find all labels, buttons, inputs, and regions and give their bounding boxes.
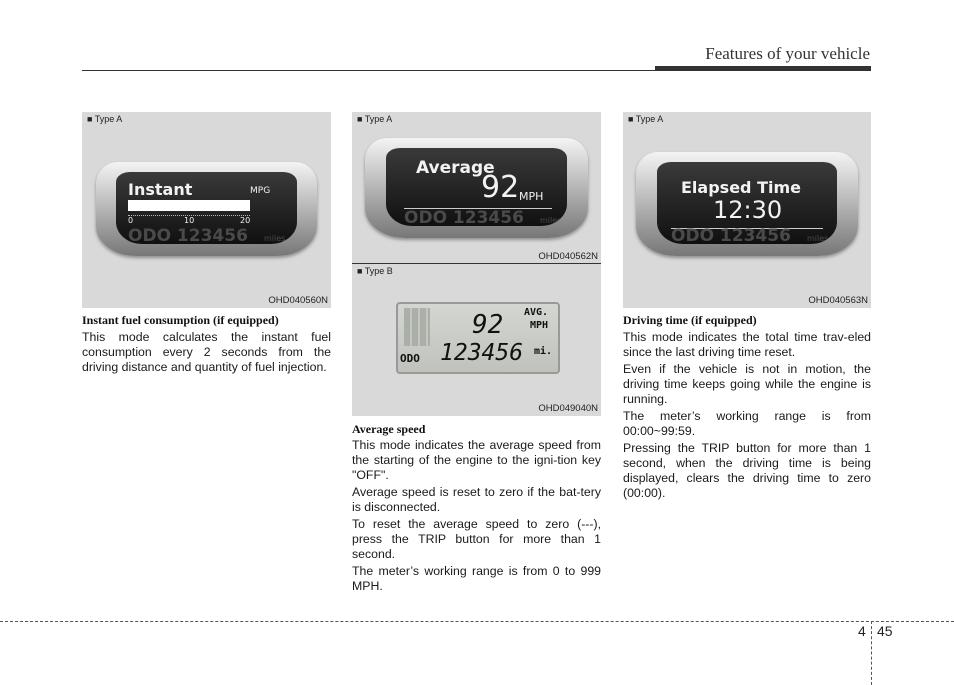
- section-number: 4: [858, 623, 866, 639]
- odometer-ghost: ODO 123456: [128, 226, 248, 244]
- speed-unit: MPH: [519, 190, 544, 203]
- body-paragraph: Pressing the TRIP button for more than 1 second, when the driving time is being displayed, clears the driving time to zero (00:00).: [623, 441, 871, 500]
- odometer-ghost: ODO 123456: [671, 226, 791, 244]
- figure-average-speed-type-a: [352, 112, 601, 263]
- body-paragraph: This mode indicates the average speed from the starting of the engine to the igni-tion key "OFF".: [352, 438, 601, 482]
- mode-title: Instant: [128, 180, 193, 199]
- figure-instant-fuel: [82, 112, 331, 308]
- body-paragraph: This mode indicates the total time trav-eled since the last driving time reset.: [623, 330, 871, 359]
- image-code: OHD040562N: [538, 251, 598, 262]
- lcd-avg-label: AVG.: [524, 307, 549, 318]
- body-paragraph: This mode calculates the instant fuel consumption every 2 seconds from the driving distance and quantity of fuel injection.: [82, 330, 331, 374]
- cluster-bezel: [96, 162, 317, 256]
- image-code: OHD040560N: [268, 295, 328, 306]
- type-label: ■ Type B: [357, 266, 393, 276]
- lcd-segment-block: [404, 308, 430, 346]
- odometer-unit-ghost: miles: [540, 216, 562, 225]
- body-paragraph: To reset the average speed to zero (---), press the TRIP button for more than 1 second.: [352, 517, 601, 561]
- figure-average-speed-type-b: [352, 264, 601, 416]
- page-header-title: Features of your vehicle: [705, 44, 870, 63]
- figure-elapsed-time: [623, 112, 871, 308]
- body-paragraph: The meter’s working range is from 00:00~99:59.: [623, 409, 871, 438]
- fuel-bar: [128, 200, 250, 211]
- mode-title: Elapsed Time: [681, 178, 801, 197]
- tick-label: 0: [128, 216, 134, 225]
- body-paragraph: Average speed is reset to zero if the bat-tery is disconnected.: [352, 485, 601, 514]
- mode-unit: MPG: [250, 186, 271, 196]
- odometer-unit-ghost: miles: [264, 234, 286, 243]
- body-paragraph: The meter’s working range is from 0 to 999 MPH.: [352, 564, 601, 593]
- body-paragraph: Even if the vehicle is not in motion, the driving time keeps going while the engine is running.: [623, 362, 871, 406]
- lcd-odo-label: ODO: [400, 352, 420, 365]
- cluster-bezel: [636, 152, 858, 256]
- cluster-screen: [657, 162, 837, 244]
- type-label: ■ Type A: [628, 114, 664, 124]
- section-heading: Driving time (if equipped): [623, 313, 757, 327]
- footer-divider: [871, 621, 872, 685]
- lcd-odometer-value: 123456: [440, 340, 524, 366]
- odometer-ghost: ODO 123456: [404, 208, 524, 226]
- section-heading: Average speed: [352, 422, 426, 436]
- cluster-bezel: [365, 138, 588, 238]
- image-code: OHD040563N: [808, 295, 868, 306]
- footer-rule: [0, 621, 954, 622]
- elapsed-time-value: 12:30: [713, 196, 783, 224]
- type-label: ■ Type A: [357, 114, 393, 124]
- lcd-speed-unit: MPH: [530, 320, 549, 331]
- section-heading: Instant fuel consumption (if equipped): [82, 313, 279, 327]
- lcd-speed-value: 92: [472, 310, 504, 340]
- lcd-odometer-unit: mi.: [534, 346, 553, 357]
- mode-title: Average: [416, 158, 495, 178]
- speed-value: 92: [481, 170, 520, 205]
- header-bar: [655, 66, 871, 71]
- odometer-unit-ghost: miles: [807, 234, 829, 243]
- cluster-screen: [386, 148, 567, 226]
- type-label: ■ Type A: [87, 114, 123, 124]
- tick-label: 10: [184, 216, 195, 225]
- page-number: 45: [877, 623, 893, 639]
- lcd-display: [396, 302, 560, 374]
- image-code: OHD049040N: [538, 403, 598, 414]
- cluster-screen: [116, 172, 297, 244]
- tick-label: 20: [240, 216, 251, 225]
